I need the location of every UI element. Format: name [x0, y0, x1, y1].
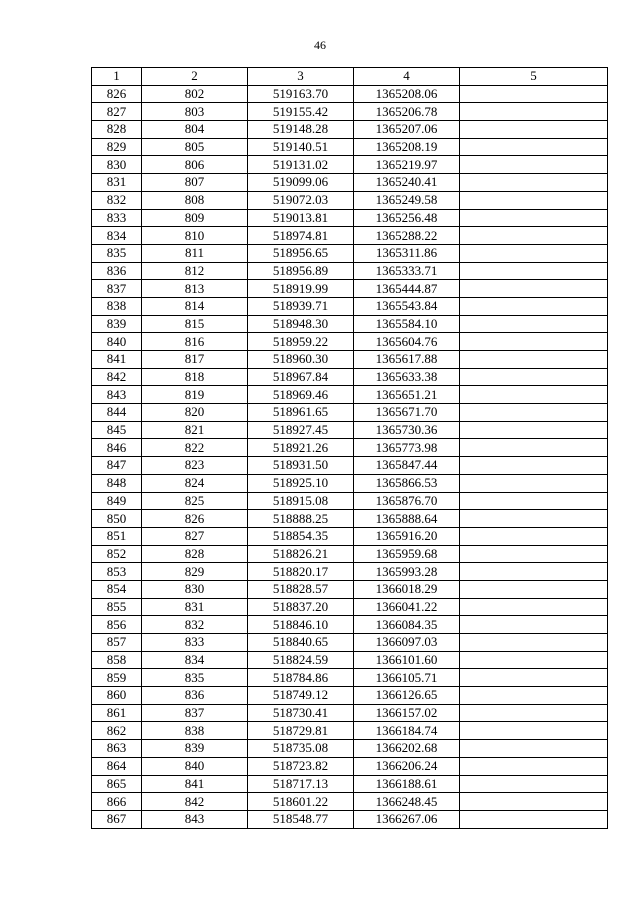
- table-cell-col-5: [460, 244, 608, 262]
- table-cell-col-2: 842: [142, 793, 248, 811]
- column-header-3: 3: [248, 68, 354, 86]
- table-cell-col-2: 827: [142, 527, 248, 545]
- table-cell-col-4: 1366084.35: [354, 616, 460, 634]
- table-row: [92, 704, 608, 722]
- table-row: [92, 280, 608, 298]
- table-cell-col-5: [460, 669, 608, 687]
- table-cell-col-5: [460, 439, 608, 457]
- table-cell-col-4: 1365916.20: [354, 527, 460, 545]
- table-cell-col-2: 841: [142, 775, 248, 793]
- table-row: [92, 368, 608, 386]
- table-row: [92, 598, 608, 616]
- table-cell-col-5: [460, 810, 608, 828]
- table-cell-col-1: 826: [92, 85, 142, 103]
- table-cell-col-2: 834: [142, 651, 248, 669]
- table-cell-col-2: 838: [142, 722, 248, 740]
- table-cell-col-3: 518961.65: [248, 404, 354, 422]
- table-cell-col-4: 1365240.41: [354, 174, 460, 192]
- table-row: [92, 262, 608, 280]
- table-cell-col-3: 518826.21: [248, 545, 354, 563]
- table-cell-col-1: 844: [92, 404, 142, 422]
- table-row: [92, 616, 608, 634]
- table-row: [92, 439, 608, 457]
- table-cell-col-3: 518919.99: [248, 280, 354, 298]
- table-cell-col-1: 845: [92, 421, 142, 439]
- table-cell-col-1: 855: [92, 598, 142, 616]
- table-row: [92, 740, 608, 758]
- table-cell-col-3: 518749.12: [248, 687, 354, 705]
- table-row: [92, 545, 608, 563]
- table-row: [92, 333, 608, 351]
- table-cell-col-1: 833: [92, 209, 142, 227]
- table-cell-col-4: 1365730.36: [354, 421, 460, 439]
- table-cell-col-5: [460, 121, 608, 139]
- table-cell-col-4: 1365773.98: [354, 439, 460, 457]
- table-cell-col-3: 518854.35: [248, 527, 354, 545]
- table-cell-col-3: 518840.65: [248, 634, 354, 652]
- table-cell-col-4: 1366248.45: [354, 793, 460, 811]
- table-row: [92, 510, 608, 528]
- table-cell-col-3: 518730.41: [248, 704, 354, 722]
- table-cell-col-5: [460, 297, 608, 315]
- table-cell-col-3: 518846.10: [248, 616, 354, 634]
- table-cell-col-2: 806: [142, 156, 248, 174]
- table-row: [92, 297, 608, 315]
- table-row: [92, 687, 608, 705]
- table-cell-col-3: 518601.22: [248, 793, 354, 811]
- table-cell-col-4: 1365651.21: [354, 386, 460, 404]
- table-row: [92, 580, 608, 598]
- table-cell-col-2: 839: [142, 740, 248, 758]
- table-row: [92, 757, 608, 775]
- table-cell-col-2: 803: [142, 103, 248, 121]
- table-header-row: [92, 68, 608, 86]
- table-cell-col-3: 518956.65: [248, 244, 354, 262]
- table-cell-col-1: 859: [92, 669, 142, 687]
- table-cell-col-5: [460, 740, 608, 758]
- table-cell-col-4: 1365256.48: [354, 209, 460, 227]
- table-cell-col-4: 1365219.97: [354, 156, 460, 174]
- table-cell-col-2: 824: [142, 474, 248, 492]
- table-cell-col-3: 518723.82: [248, 757, 354, 775]
- table-cell-col-4: 1366126.65: [354, 687, 460, 705]
- table-cell-col-2: 805: [142, 138, 248, 156]
- table-cell-col-4: 1365584.10: [354, 315, 460, 333]
- table-cell-col-5: [460, 280, 608, 298]
- table-cell-col-3: 518927.45: [248, 421, 354, 439]
- table-cell-col-1: 853: [92, 563, 142, 581]
- table-cell-col-1: 863: [92, 740, 142, 758]
- table-cell-col-4: 1366105.71: [354, 669, 460, 687]
- table-cell-col-2: 812: [142, 262, 248, 280]
- column-header-2: 2: [142, 68, 248, 86]
- table-cell-col-5: [460, 404, 608, 422]
- table-row: [92, 775, 608, 793]
- table-cell-col-3: 518967.84: [248, 368, 354, 386]
- table-cell-col-1: 854: [92, 580, 142, 598]
- table-cell-col-5: [460, 138, 608, 156]
- table-cell-col-1: 834: [92, 227, 142, 245]
- table-cell-col-4: 1365671.70: [354, 404, 460, 422]
- table-cell-col-1: 862: [92, 722, 142, 740]
- table-cell-col-3: 518837.20: [248, 598, 354, 616]
- table-cell-col-1: 840: [92, 333, 142, 351]
- table-cell-col-3: 518959.22: [248, 333, 354, 351]
- table-cell-col-5: [460, 775, 608, 793]
- table-row: [92, 103, 608, 121]
- table-cell-col-1: 839: [92, 315, 142, 333]
- table-cell-col-4: 1365866.53: [354, 474, 460, 492]
- table-cell-col-2: 826: [142, 510, 248, 528]
- table-row: [92, 315, 608, 333]
- table-cell-col-3: 519099.06: [248, 174, 354, 192]
- table-cell-col-1: 851: [92, 527, 142, 545]
- table-cell-col-3: 518960.30: [248, 351, 354, 369]
- table-row: [92, 244, 608, 262]
- table-cell-col-1: 861: [92, 704, 142, 722]
- table-cell-col-4: 1365617.88: [354, 351, 460, 369]
- table-cell-col-5: [460, 545, 608, 563]
- table-cell-col-5: [460, 156, 608, 174]
- table-cell-col-3: 518735.08: [248, 740, 354, 758]
- table-cell-col-1: 829: [92, 138, 142, 156]
- table-cell-col-4: 1365333.71: [354, 262, 460, 280]
- table-row: [92, 651, 608, 669]
- table-cell-col-4: 1365249.58: [354, 191, 460, 209]
- table-cell-col-4: 1365543.84: [354, 297, 460, 315]
- table-row: [92, 563, 608, 581]
- table-cell-col-5: [460, 421, 608, 439]
- table-cell-col-5: [460, 580, 608, 598]
- table-row: [92, 227, 608, 245]
- table-cell-col-4: 1365888.64: [354, 510, 460, 528]
- table-cell-col-2: 837: [142, 704, 248, 722]
- page-number: 46: [314, 38, 326, 52]
- table-cell-col-1: 842: [92, 368, 142, 386]
- table-row: [92, 421, 608, 439]
- table-cell-col-2: 807: [142, 174, 248, 192]
- table-cell-col-1: 852: [92, 545, 142, 563]
- table-cell-col-5: [460, 510, 608, 528]
- table-cell-col-4: 1366097.03: [354, 634, 460, 652]
- table-cell-col-3: 518931.50: [248, 457, 354, 475]
- table-row: [92, 351, 608, 369]
- table-cell-col-1: 830: [92, 156, 142, 174]
- table-cell-col-3: 518956.89: [248, 262, 354, 280]
- table-cell-col-3: 519013.81: [248, 209, 354, 227]
- table-cell-col-4: 1365604.76: [354, 333, 460, 351]
- table-cell-col-5: [460, 687, 608, 705]
- table-cell-col-1: 866: [92, 793, 142, 811]
- table-cell-col-4: 1365876.70: [354, 492, 460, 510]
- table-cell-col-5: [460, 85, 608, 103]
- table-cell-col-1: 835: [92, 244, 142, 262]
- table-cell-col-5: [460, 634, 608, 652]
- table-cell-col-4: 1366184.74: [354, 722, 460, 740]
- table-cell-col-3: 518729.81: [248, 722, 354, 740]
- table-cell-col-2: 813: [142, 280, 248, 298]
- table-cell-col-1: 837: [92, 280, 142, 298]
- table-cell-col-3: 518828.57: [248, 580, 354, 598]
- table-cell-col-2: 804: [142, 121, 248, 139]
- table-row: [92, 634, 608, 652]
- table-cell-col-4: 1366206.24: [354, 757, 460, 775]
- table-cell-col-2: 814: [142, 297, 248, 315]
- table-cell-col-5: [460, 563, 608, 581]
- table-cell-col-2: 816: [142, 333, 248, 351]
- column-header-5: 5: [460, 68, 608, 86]
- table-row: [92, 810, 608, 828]
- table-cell-col-1: 848: [92, 474, 142, 492]
- table-cell-col-3: 518888.25: [248, 510, 354, 528]
- table-cell-col-3: 518717.13: [248, 775, 354, 793]
- table-row: [92, 527, 608, 545]
- table-cell-col-1: 827: [92, 103, 142, 121]
- table-row: [92, 209, 608, 227]
- table-row: [92, 156, 608, 174]
- table-cell-col-5: [460, 386, 608, 404]
- coordinates-table: [91, 67, 608, 829]
- table-cell-col-3: 519140.51: [248, 138, 354, 156]
- table-cell-col-4: 1366157.02: [354, 704, 460, 722]
- table-cell-col-2: 809: [142, 209, 248, 227]
- table-cell-col-3: 518548.77: [248, 810, 354, 828]
- table-cell-col-5: [460, 209, 608, 227]
- table-cell-col-2: 819: [142, 386, 248, 404]
- table-cell-col-2: 802: [142, 85, 248, 103]
- table-cell-col-5: [460, 351, 608, 369]
- table-cell-col-2: 811: [142, 244, 248, 262]
- table-row: [92, 457, 608, 475]
- table-row: [92, 138, 608, 156]
- table-row: [92, 121, 608, 139]
- table-cell-col-4: 1366188.61: [354, 775, 460, 793]
- column-header-1: 1: [92, 68, 142, 86]
- table-cell-col-1: 832: [92, 191, 142, 209]
- table-cell-col-5: [460, 598, 608, 616]
- table-cell-col-4: 1366202.68: [354, 740, 460, 758]
- table-cell-col-1: 847: [92, 457, 142, 475]
- table-cell-col-4: 1365208.06: [354, 85, 460, 103]
- table-cell-col-2: 825: [142, 492, 248, 510]
- table-cell-col-1: 846: [92, 439, 142, 457]
- table-cell-col-4: 1365288.22: [354, 227, 460, 245]
- table-cell-col-3: 519072.03: [248, 191, 354, 209]
- table-cell-col-5: [460, 704, 608, 722]
- table-cell-col-2: 835: [142, 669, 248, 687]
- table-cell-col-5: [460, 651, 608, 669]
- table-cell-col-1: 860: [92, 687, 142, 705]
- table-cell-col-5: [460, 722, 608, 740]
- table-cell-col-3: 519131.02: [248, 156, 354, 174]
- table-cell-col-4: 1366041.22: [354, 598, 460, 616]
- table-row: [92, 474, 608, 492]
- table-cell-col-5: [460, 227, 608, 245]
- table-body: [92, 85, 608, 828]
- table-cell-col-3: 518939.71: [248, 297, 354, 315]
- table-row: [92, 492, 608, 510]
- table-cell-col-1: 856: [92, 616, 142, 634]
- table-cell-col-5: [460, 474, 608, 492]
- table-cell-col-5: [460, 103, 608, 121]
- table-cell-col-2: 830: [142, 580, 248, 598]
- table-cell-col-2: 843: [142, 810, 248, 828]
- table-cell-col-1: 858: [92, 651, 142, 669]
- table-row: [92, 722, 608, 740]
- table-cell-col-2: 831: [142, 598, 248, 616]
- table-cell-col-3: 518824.59: [248, 651, 354, 669]
- table-cell-col-5: [460, 457, 608, 475]
- table-cell-col-3: 518784.86: [248, 669, 354, 687]
- table-cell-col-1: 849: [92, 492, 142, 510]
- table-cell-col-2: 833: [142, 634, 248, 652]
- table-cell-col-1: 831: [92, 174, 142, 192]
- table-cell-col-5: [460, 492, 608, 510]
- table-row: [92, 191, 608, 209]
- table-cell-col-1: 843: [92, 386, 142, 404]
- table-cell-col-1: 865: [92, 775, 142, 793]
- table-cell-col-2: 836: [142, 687, 248, 705]
- table-cell-col-5: [460, 793, 608, 811]
- table-cell-col-4: 1365993.28: [354, 563, 460, 581]
- table-row: [92, 793, 608, 811]
- table-cell-col-3: 519155.42: [248, 103, 354, 121]
- table-cell-col-2: 808: [142, 191, 248, 209]
- table-cell-col-5: [460, 191, 608, 209]
- table-cell-col-4: 1365444.87: [354, 280, 460, 298]
- table-cell-col-5: [460, 368, 608, 386]
- table-cell-col-2: 815: [142, 315, 248, 333]
- table-cell-col-3: 518820.17: [248, 563, 354, 581]
- table-cell-col-2: 810: [142, 227, 248, 245]
- table-cell-col-4: 1365847.44: [354, 457, 460, 475]
- table-row: [92, 85, 608, 103]
- table-row: [92, 669, 608, 687]
- table-cell-col-4: 1366018.29: [354, 580, 460, 598]
- table-cell-col-3: 518969.46: [248, 386, 354, 404]
- table-cell-col-1: 850: [92, 510, 142, 528]
- table-cell-col-4: 1365206.78: [354, 103, 460, 121]
- table-cell-col-4: 1365633.38: [354, 368, 460, 386]
- table-row: [92, 174, 608, 192]
- table-cell-col-1: 841: [92, 351, 142, 369]
- table-cell-col-5: [460, 757, 608, 775]
- table-cell-col-2: 822: [142, 439, 248, 457]
- table-cell-col-5: [460, 527, 608, 545]
- table-row: [92, 404, 608, 422]
- table-row: [92, 386, 608, 404]
- table-cell-col-2: 832: [142, 616, 248, 634]
- table-cell-col-4: 1366101.60: [354, 651, 460, 669]
- table-cell-col-2: 820: [142, 404, 248, 422]
- table-cell-col-4: 1366267.06: [354, 810, 460, 828]
- table-cell-col-2: 829: [142, 563, 248, 581]
- table-cell-col-1: 864: [92, 757, 142, 775]
- table-cell-col-2: 817: [142, 351, 248, 369]
- table-cell-col-3: 518948.30: [248, 315, 354, 333]
- table-cell-col-4: 1365208.19: [354, 138, 460, 156]
- table-cell-col-3: 518974.81: [248, 227, 354, 245]
- table-cell-col-4: 1365959.68: [354, 545, 460, 563]
- table-cell-col-2: 840: [142, 757, 248, 775]
- table-cell-col-3: 519148.28: [248, 121, 354, 139]
- table-cell-col-1: 857: [92, 634, 142, 652]
- table-cell-col-5: [460, 616, 608, 634]
- table-cell-col-4: 1365207.06: [354, 121, 460, 139]
- table-cell-col-5: [460, 174, 608, 192]
- table-cell-col-2: 821: [142, 421, 248, 439]
- table-cell-col-3: 518921.26: [248, 439, 354, 457]
- column-header-4: 4: [354, 68, 460, 86]
- table-cell-col-2: 823: [142, 457, 248, 475]
- table-cell-col-5: [460, 333, 608, 351]
- table-cell-col-1: 838: [92, 297, 142, 315]
- table-cell-col-5: [460, 262, 608, 280]
- table-cell-col-4: 1365311.86: [354, 244, 460, 262]
- table-cell-col-5: [460, 315, 608, 333]
- table-cell-col-3: 518915.08: [248, 492, 354, 510]
- table-cell-col-3: 518925.10: [248, 474, 354, 492]
- table-cell-col-3: 519163.70: [248, 85, 354, 103]
- table-cell-col-1: 836: [92, 262, 142, 280]
- table-cell-col-2: 818: [142, 368, 248, 386]
- table-cell-col-1: 867: [92, 810, 142, 828]
- table-cell-col-1: 828: [92, 121, 142, 139]
- table-cell-col-2: 828: [142, 545, 248, 563]
